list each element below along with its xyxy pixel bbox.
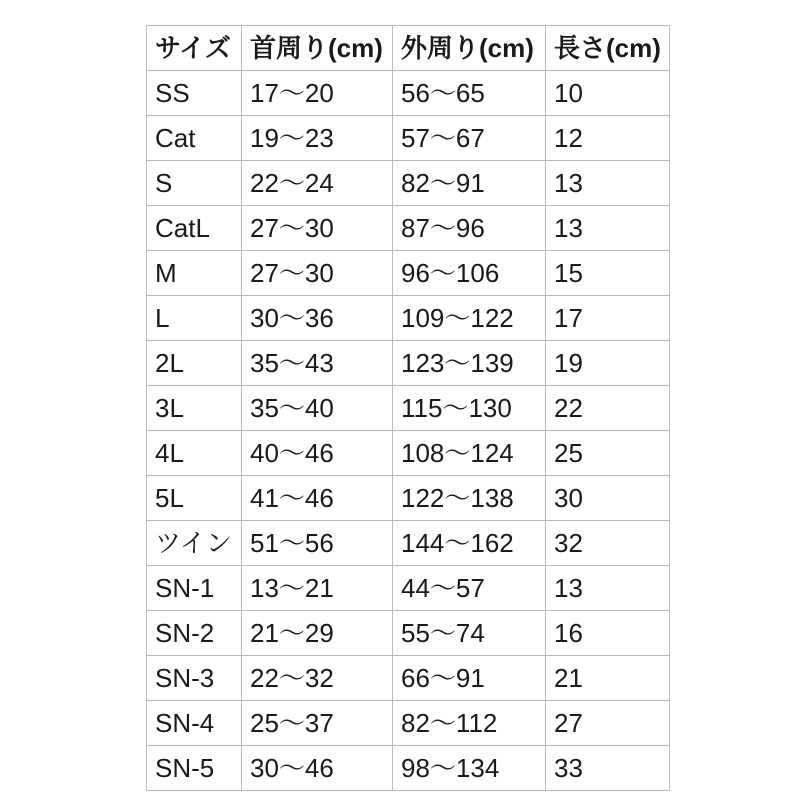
cell-length: 13	[546, 161, 670, 206]
cell-length: 32	[546, 521, 670, 566]
cell-size: M	[147, 251, 242, 296]
cell-size: SN-1	[147, 566, 242, 611]
table-header-row	[147, 26, 670, 71]
cell-outer: 108〜124	[393, 431, 546, 476]
cell-length: 15	[546, 251, 670, 296]
cell-size: 5L	[147, 476, 242, 521]
table-row	[147, 701, 670, 746]
cell-neck: 30〜46	[242, 746, 393, 791]
cell-outer: 122〜138	[393, 476, 546, 521]
table-header	[147, 26, 670, 71]
cell-neck: 22〜24	[242, 161, 393, 206]
cell-size: SN-5	[147, 746, 242, 791]
table-row	[147, 296, 670, 341]
cell-length: 21	[546, 656, 670, 701]
cell-neck: 30〜36	[242, 296, 393, 341]
cell-size: SN-4	[147, 701, 242, 746]
cell-length: 12	[546, 116, 670, 161]
cell-neck: 41〜46	[242, 476, 393, 521]
cell-outer: 82〜91	[393, 161, 546, 206]
cell-neck: 40〜46	[242, 431, 393, 476]
cell-length: 16	[546, 611, 670, 656]
table-row	[147, 116, 670, 161]
cell-length: 13	[546, 566, 670, 611]
cell-neck: 13〜21	[242, 566, 393, 611]
table-row	[147, 206, 670, 251]
column-header-length: 長さ(cm)	[546, 26, 670, 71]
cell-outer: 66〜91	[393, 656, 546, 701]
cell-size: SN-3	[147, 656, 242, 701]
cell-size: S	[147, 161, 242, 206]
table-row	[147, 566, 670, 611]
table-row	[147, 656, 670, 701]
column-header-size: サイズ	[147, 26, 242, 71]
table-row	[147, 341, 670, 386]
cell-neck: 19〜23	[242, 116, 393, 161]
cell-outer: 82〜112	[393, 701, 546, 746]
cell-size: 2L	[147, 341, 242, 386]
cell-neck: 35〜43	[242, 341, 393, 386]
table-row	[147, 161, 670, 206]
cell-outer: 44〜57	[393, 566, 546, 611]
table-row	[147, 476, 670, 521]
cell-outer: 115〜130	[393, 386, 546, 431]
cell-outer: 96〜106	[393, 251, 546, 296]
table-row	[147, 431, 670, 476]
cell-size: Cat	[147, 116, 242, 161]
column-header-neck: 首周り(cm)	[242, 26, 393, 71]
cell-size: CatL	[147, 206, 242, 251]
cell-outer: 98〜134	[393, 746, 546, 791]
cell-length: 13	[546, 206, 670, 251]
table-row	[147, 251, 670, 296]
table-row	[147, 611, 670, 656]
cell-neck: 35〜40	[242, 386, 393, 431]
size-table-container	[146, 25, 670, 791]
cell-outer: 123〜139	[393, 341, 546, 386]
cell-neck: 25〜37	[242, 701, 393, 746]
column-header-outer: 外周り(cm)	[393, 26, 546, 71]
cell-outer: 57〜67	[393, 116, 546, 161]
cell-neck: 27〜30	[242, 251, 393, 296]
cell-length: 27	[546, 701, 670, 746]
cell-size: 4L	[147, 431, 242, 476]
cell-size: SS	[147, 71, 242, 116]
cell-length: 10	[546, 71, 670, 116]
cell-length: 22	[546, 386, 670, 431]
cell-neck: 22〜32	[242, 656, 393, 701]
cell-neck: 51〜56	[242, 521, 393, 566]
cell-size: L	[147, 296, 242, 341]
cell-size: 3L	[147, 386, 242, 431]
cell-length: 25	[546, 431, 670, 476]
table-row	[147, 71, 670, 116]
cell-length: 19	[546, 341, 670, 386]
size-table	[146, 25, 670, 791]
cell-neck: 21〜29	[242, 611, 393, 656]
cell-outer: 109〜122	[393, 296, 546, 341]
cell-outer: 87〜96	[393, 206, 546, 251]
cell-size: SN-2	[147, 611, 242, 656]
table-row	[147, 746, 670, 791]
cell-length: 33	[546, 746, 670, 791]
table-body	[147, 71, 670, 791]
cell-outer: 55〜74	[393, 611, 546, 656]
cell-neck: 17〜20	[242, 71, 393, 116]
cell-outer: 144〜162	[393, 521, 546, 566]
cell-neck: 27〜30	[242, 206, 393, 251]
cell-length: 30	[546, 476, 670, 521]
cell-size: ツイン	[147, 521, 242, 566]
table-row	[147, 386, 670, 431]
cell-outer: 56〜65	[393, 71, 546, 116]
cell-length: 17	[546, 296, 670, 341]
table-row	[147, 521, 670, 566]
